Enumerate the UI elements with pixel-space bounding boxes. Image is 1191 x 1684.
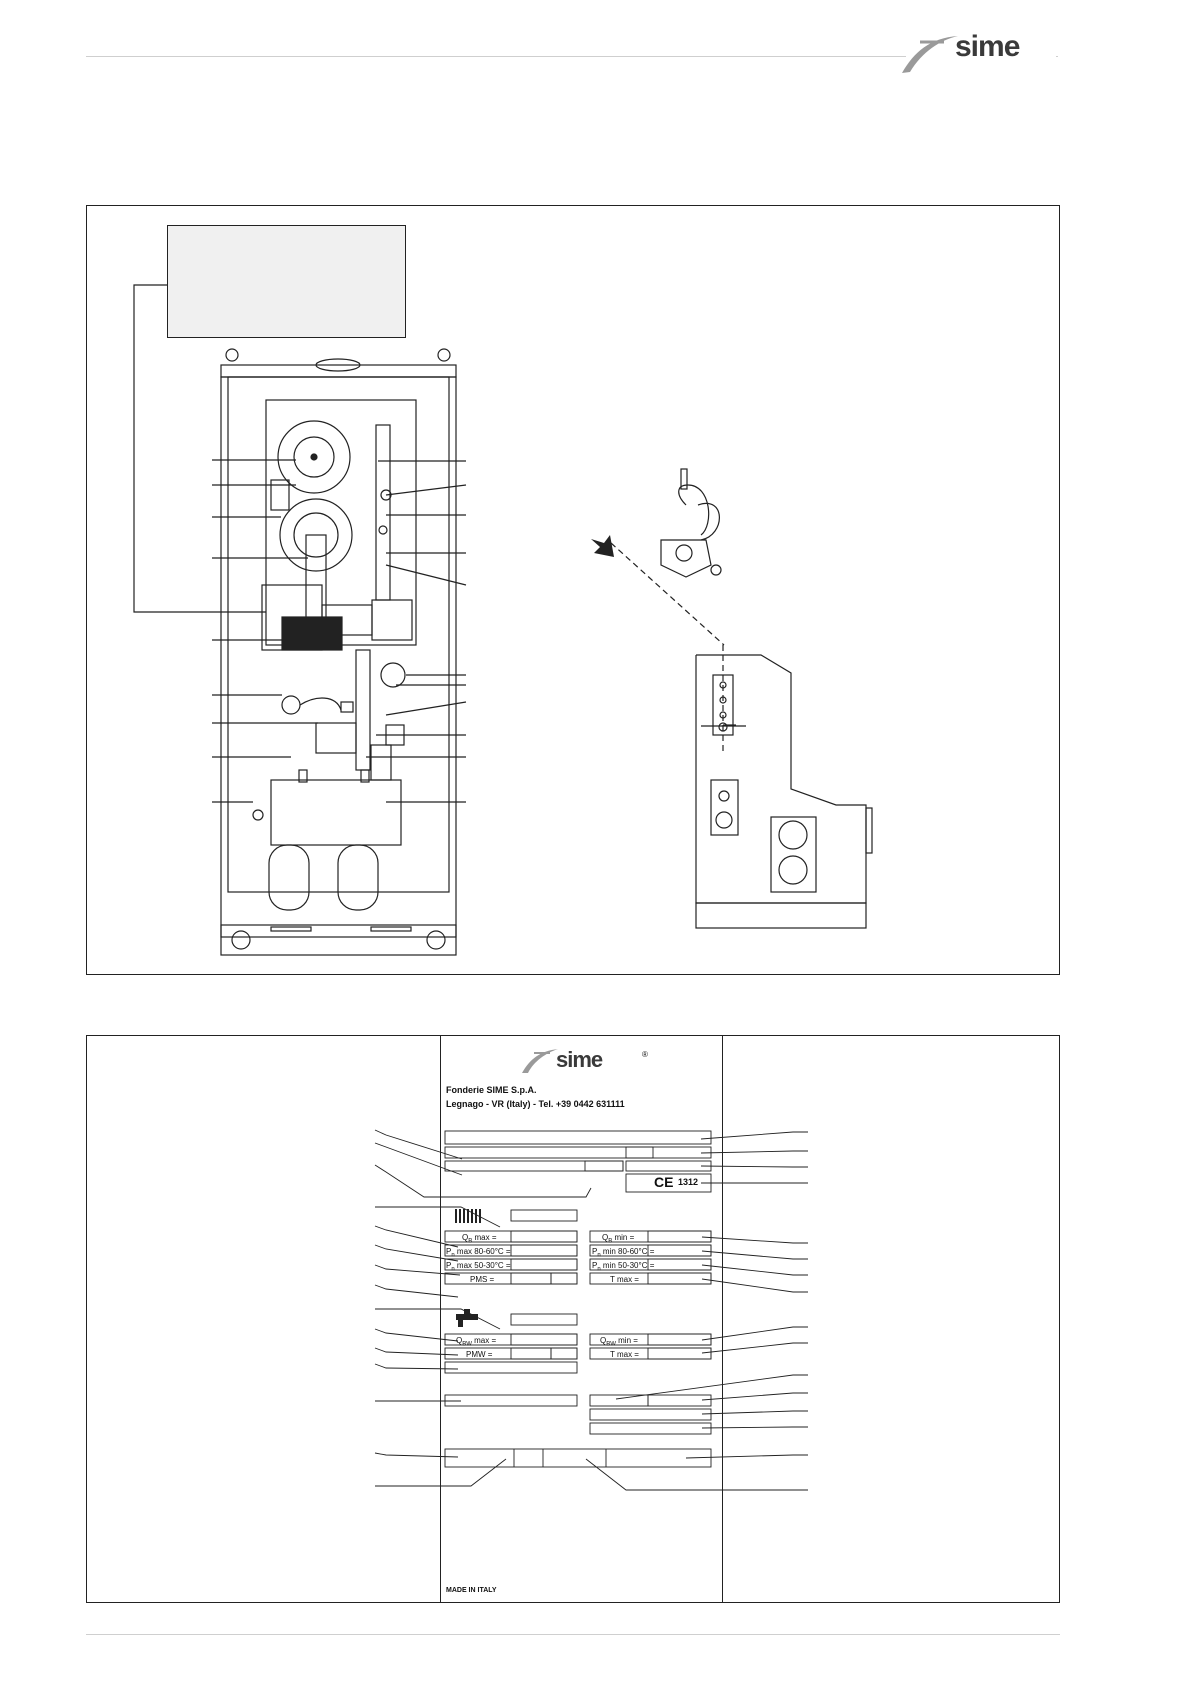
header-rule-tick: [1056, 56, 1058, 57]
label-pn-min-8060: $P_n$ min 80-60°C =: [592, 1247, 655, 1259]
storage-tank: [271, 780, 401, 845]
header-rule: [86, 56, 906, 57]
pump: [316, 723, 356, 753]
ce-mark: CE: [654, 1174, 674, 1190]
label-pms: PMS =: [470, 1275, 495, 1284]
boiler-diagram: [86, 205, 1060, 975]
made-in-italy: MADE IN ITALY: [446, 1587, 497, 1594]
label-tmax-heating: T max =: [610, 1275, 639, 1284]
footer-rule: [86, 1634, 1060, 1635]
label-qbw-max: $Q_{BW}$ max =: [456, 1336, 497, 1348]
drain-valve: [253, 810, 263, 820]
valve-arrow-icon: [591, 535, 614, 557]
middle-pipe: [356, 650, 370, 770]
header-logo-swoosh-icon: [900, 30, 960, 75]
ce-number: 1312: [678, 1177, 699, 1187]
right-pipe: [376, 425, 390, 600]
side-panel-middle: [711, 780, 738, 835]
infobox-leader: [134, 285, 266, 612]
radiator-icon: [455, 1209, 481, 1223]
label-tmax-dhw: T max =: [610, 1350, 639, 1359]
nameplate-company: Fonderie SIME S.p.A.: [446, 1085, 537, 1095]
lifting-ring-left: [226, 349, 238, 361]
foot-right: [427, 931, 445, 949]
nameplate-diagram: [86, 1035, 1060, 1603]
label-qb-min: $Q_B$ min =: [602, 1233, 635, 1245]
base: [221, 925, 456, 955]
label-pn-min-5030: $P_n$ min 50-30°C =: [592, 1261, 655, 1273]
nameplate-address: Legnago - VR (Italy) - Tel. +39 0442 631111: [446, 1099, 625, 1109]
upper-module: [266, 400, 416, 645]
label-qbw-min: $Q_{BW}$ min =: [600, 1336, 638, 1348]
label-pmw: PMW =: [466, 1350, 493, 1359]
nameplate-logo-reg: ®: [642, 1050, 648, 1059]
cylinder-right: [338, 845, 378, 910]
header-logo: sime: [955, 30, 1020, 63]
pressure-gauge: [282, 696, 300, 714]
side-view: [611, 469, 872, 928]
lifting-ring-right: [438, 349, 450, 361]
nameplate-logo: sime: [556, 1047, 603, 1072]
label-qb-max: $Q_B$ max =: [462, 1233, 497, 1245]
label-pn-max-5030: $P_n$ max 50-30°C =: [446, 1261, 511, 1273]
burner-body: [306, 535, 326, 620]
label-pn-max-8060: $P_n$ max 80-60°C =: [446, 1247, 511, 1259]
cylinder-left: [269, 845, 309, 910]
expansion-gauge: [381, 663, 405, 687]
side-panel-lower: [771, 817, 816, 892]
foot-left: [232, 931, 250, 949]
tap-icon: [456, 1309, 478, 1327]
